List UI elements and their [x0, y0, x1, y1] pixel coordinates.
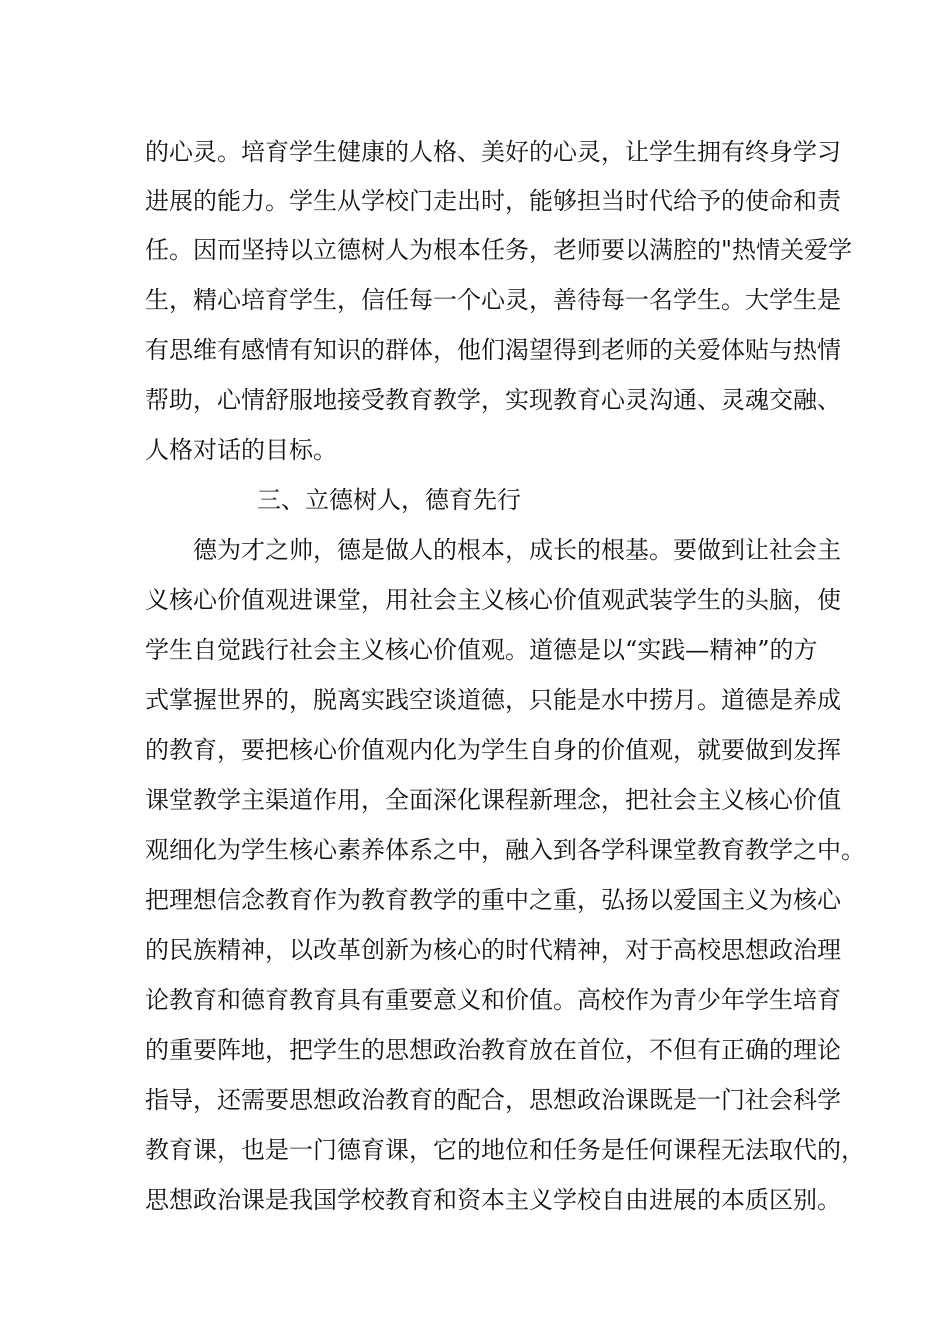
text-line-19: 的重要阵地，把学生的思想政治教育放在首位，不但有正确的理论: [145, 1036, 841, 1064]
text-line-9: 德为才之帅，德是做人的根本，成长的根基。要做到让社会主: [193, 536, 841, 564]
text-line-6: 帮助，心情舒服地接受教育教学，实现教育心灵沟通、灵魂交融、: [145, 386, 841, 414]
text-line-18: 论教育和德育教育具有重要意义和价值。高校作为青少年学生培育: [145, 986, 841, 1014]
text-line-1: 的心灵。培育学生健康的人格、美好的心灵，让学生拥有终身学习: [145, 138, 841, 166]
text-line-4: 生，精心培育学生，信任每一个心灵，善待每一名学生。大学生是: [145, 286, 841, 314]
text-line-7: 人格对话的目标。: [145, 436, 337, 464]
text-line-22: 思想政治课是我国学校教育和资本主义学校自由进展的本质区别。: [145, 1186, 841, 1214]
text-line-3: 任。因而坚持以立德树人为根本任务，老师要以满腔的"热情关爱学: [145, 236, 853, 264]
text-line-12: 式掌握世界的，脱离实践空谈道德，只能是水中捞月。道德是养成: [145, 686, 841, 714]
text-line-16: 把理想信念教育作为教育教学的重中之重，弘扬以爱国主义为核心: [145, 886, 841, 914]
text-line-21: 教育课，也是一门德育课，它的地位和任务是任何课程无法取代的，: [145, 1136, 865, 1164]
text-line-11: 学生自觉践行社会主义核心价值观。道德是以“实践—精神”的方: [145, 636, 818, 664]
text-line-2: 进展的能力。学生从学校门走出时，能够担当时代给予的使命和责: [145, 187, 841, 215]
text-line-17: 的民族精神，以改革创新为核心的时代精神，对于高校思想政治理: [145, 936, 841, 964]
section-heading: 三、立德树人，德育先行: [257, 486, 521, 514]
text-line-20: 指导，还需要思想政治教育的配合，思想政治课既是一门社会科学: [145, 1086, 841, 1114]
text-line-14: 课堂教学主渠道作用，全面深化课程新理念，把社会主义核心价值: [145, 786, 841, 814]
text-line-13: 的教育，要把核心价值观内化为学生自身的价值观，就要做到发挥: [145, 736, 841, 764]
text-line-15: 观细化为学生核心素养体系之中，融入到各学科课堂教育教学之中。: [145, 836, 865, 864]
text-line-10: 义核心价值观进课堂，用社会主义核心价值观武装学生的头脑，使: [145, 586, 841, 614]
text-line-5: 有思维有感情有知识的群体，他们渴望得到老师的关爱体贴与热情: [145, 336, 841, 364]
